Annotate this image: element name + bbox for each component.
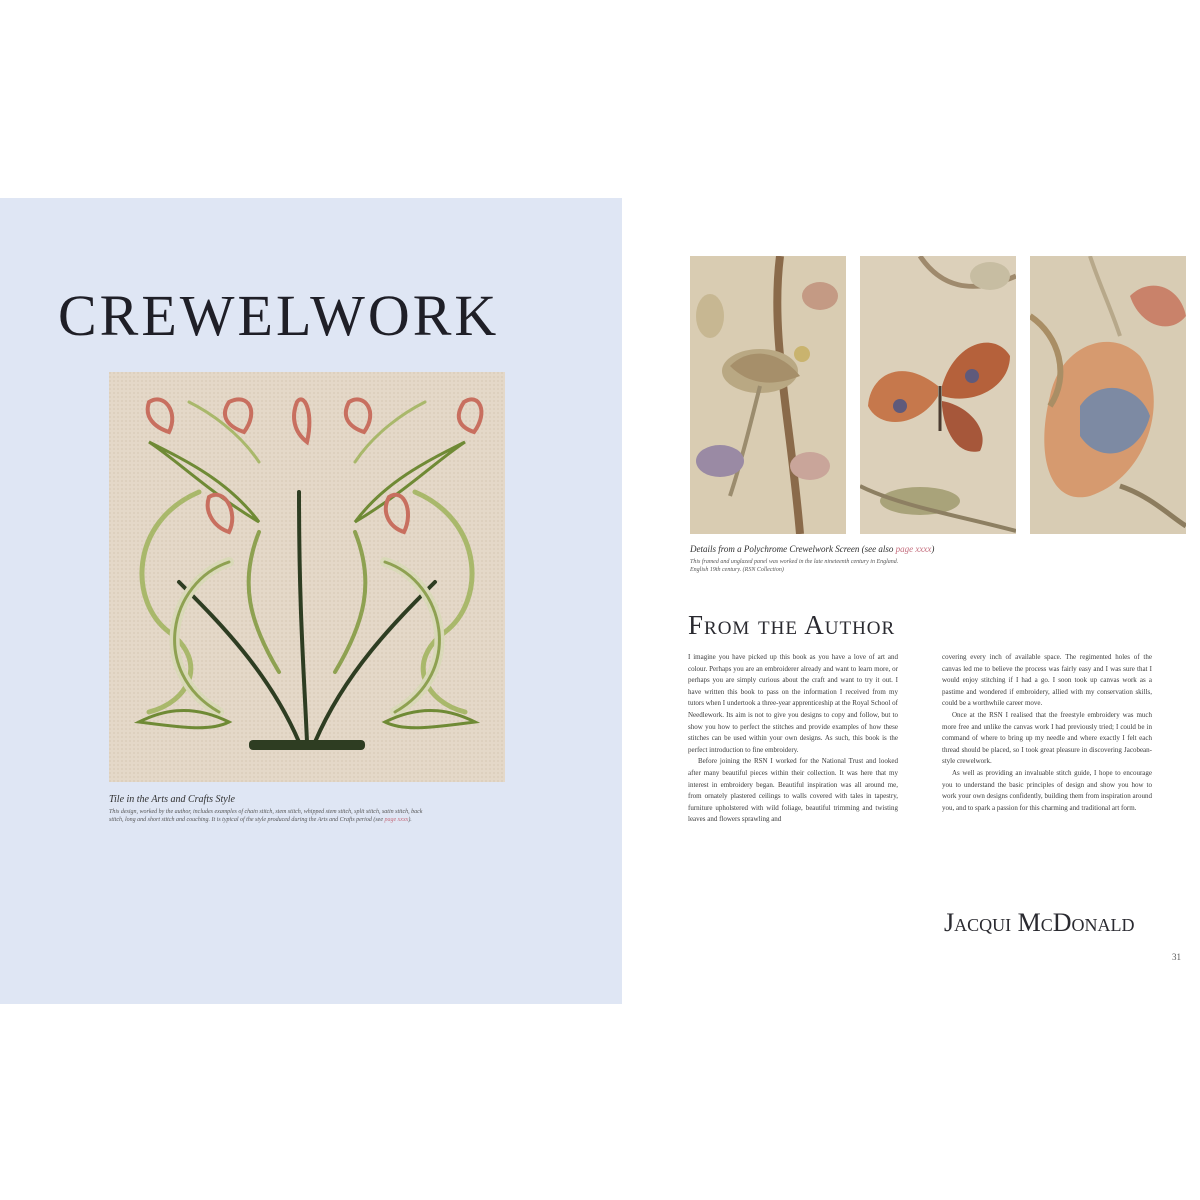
bird-detail-photo — [690, 256, 846, 534]
page-number: 31 — [1172, 952, 1181, 962]
photo-caption-body: This design, worked by the author, includes examples of chain stitch, stem stitch, whipped stem stitch, split stitch, satin stitch, back stitch, long and short stitch and couching. It is typical of the style produced during the Arts and Crafts period (see page xxxx). — [109, 809, 423, 823]
detail-caption-body: This framed and unglazed panel was worked in the late nineteenth century in England. English 19th century. (RSN Collection) — [690, 559, 899, 573]
photo-caption-title: Tile in the Arts and Crafts Style — [109, 794, 235, 805]
section-heading: From the Author — [688, 610, 896, 640]
body-paragraph: Before joining the RSN I worked for the National Trust and looked after many beautiful pieces within their collection. It was here that my interest in embroidery began. Beautiful inspiration was all around me, from ornately plastered ceilings to walls covered with tales in tapestry, furniture upholstered with wild foliage, beautiful trimming and twisting leaves and flowers sprawling and — [688, 757, 898, 824]
right-page — [622, 198, 1200, 1004]
left-page — [0, 198, 622, 1004]
body-column-1 — [688, 652, 898, 826]
flower-detail-photo — [1030, 256, 1186, 534]
body-paragraph: I imagine you have picked up this book as you have a love of art and colour. Perhaps you are an embroiderer already and want to learn more, or perhaps you are simply curious about the craft and want to try it out. I have written this book to pass on the information I received from my tutors when I undertook a three-year apprenticeship at the Royal School of Needlework. Its aim is not to give you designs to copy and follow, but to show you how to perfect the stitches and provide examples of how these stitches can be used within your own designs. As such, this book is the perfect introduction to fine embroidery. — [688, 653, 898, 754]
butterfly-detail-photo — [860, 256, 1016, 534]
page-reference-link[interactable]: page xxxx — [895, 544, 932, 554]
author-signature: Jacqui McDonald — [944, 908, 1135, 937]
page-reference-link[interactable]: page xxxx — [384, 817, 409, 823]
detail-caption-title: Details from a Polychrome Crewelwork Screen (see also page xxxx) — [690, 544, 935, 554]
body-paragraph: As well as providing an invaluable stitch guide, I hope to encourage you to understand the basic principles of design and show you how to work your own designs confidently, building them from inspiration around you, and to spark a passion for this charming and traditional art form. — [942, 768, 1152, 812]
page-title: CREWELWORK — [58, 283, 500, 348]
body-paragraph: Once at the RSN I realised that the freestyle embroidery was much more free and unlike the canvas work I had previously tried; I could be in command of where to bring up my needle and where exactly I felt each thread should be placed, so I took great pleasure in discovering Jacobean-style crewelwork. — [942, 710, 1152, 766]
body-column-2 — [942, 652, 1152, 814]
body-paragraph: covering every inch of available space. The regimented holes of the canvas led me to believe the process was fairly easy and I was sure that I would enjoy stitching if I had a go. I soon took up canvas work as a pastime and wondered if embroidery, allied with my conservation skills, could be a worthwhile career move. — [942, 653, 1152, 708]
book-spread — [0, 198, 1200, 1004]
crewelwork-tile-photo — [109, 372, 505, 782]
